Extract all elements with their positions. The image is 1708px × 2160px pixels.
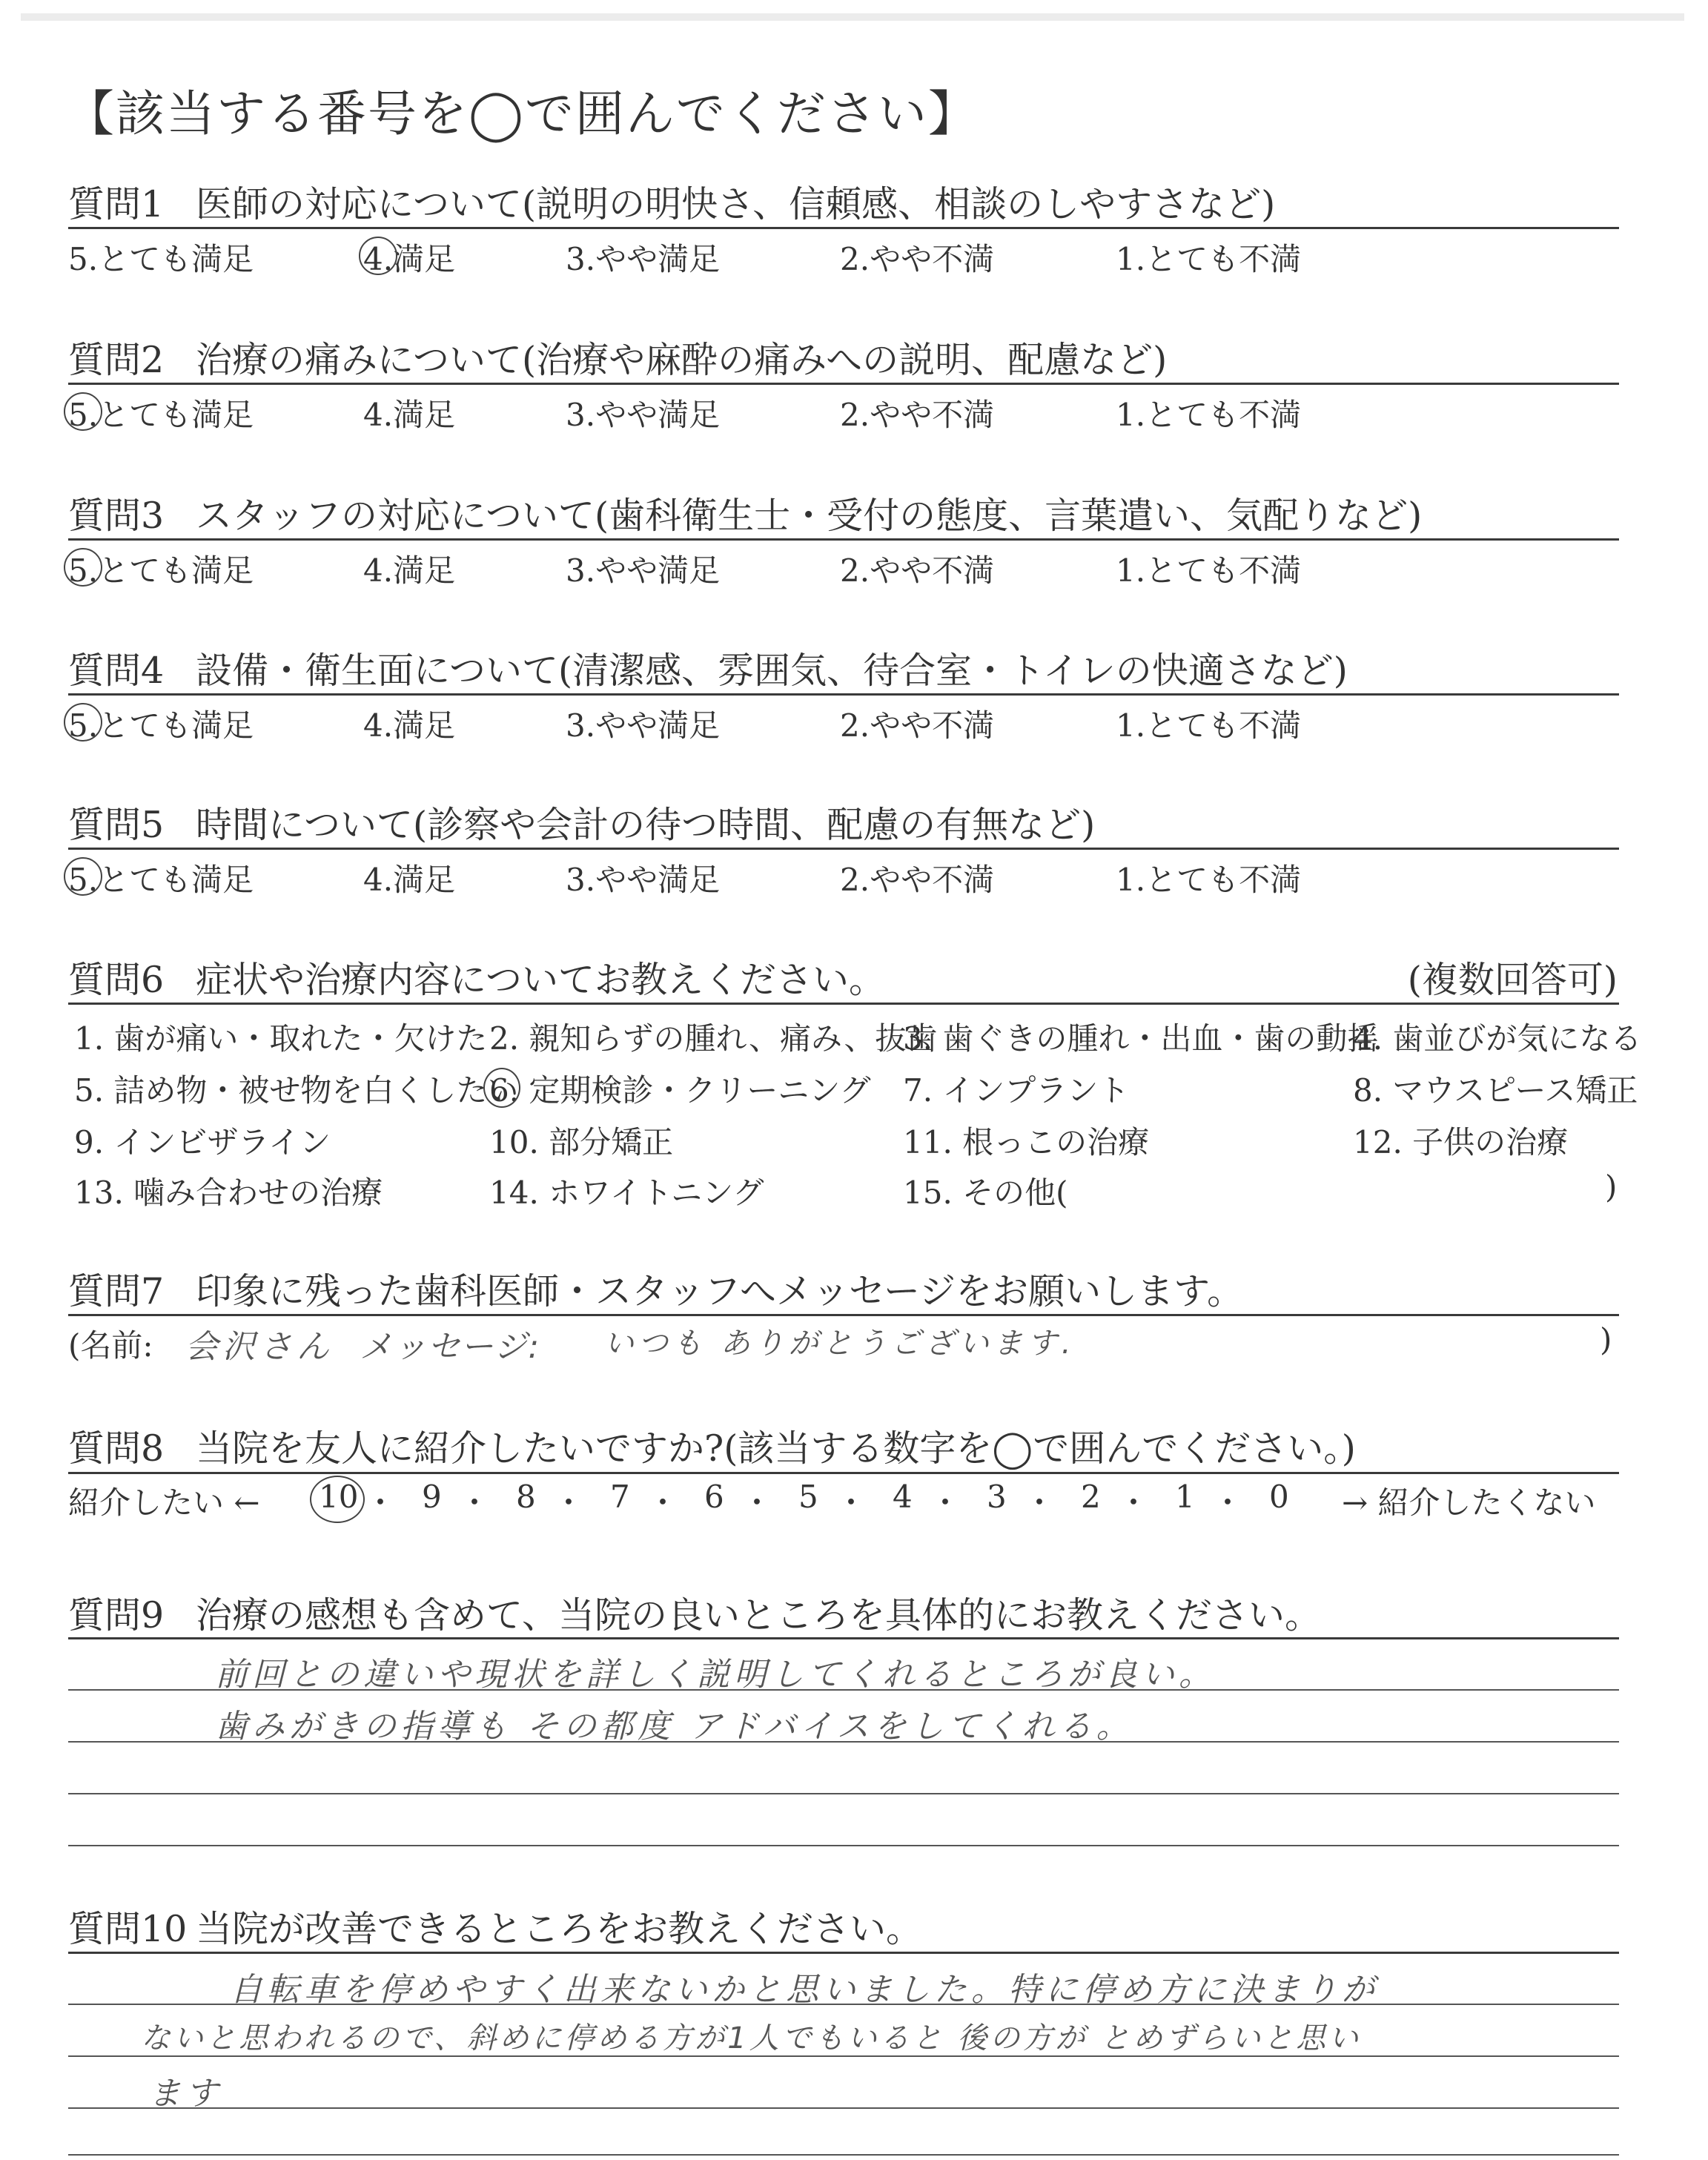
recommend-right-label: → 紹介したくない	[1342, 1484, 1596, 1521]
scale-separator: ・	[1118, 1484, 1150, 1521]
question-number: 質問9	[68, 1594, 165, 1636]
question-number: 質問2	[68, 339, 165, 381]
rating-option-2[interactable]: 2.やや不満	[840, 862, 995, 898]
symptom-option[interactable]: 5. 詰め物・被せ物を白くしたい	[74, 1072, 519, 1109]
q10-answer-line-1[interactable]: 自転車を停めやすく出来ないかと思いました。特に停め方に決まりが	[230, 1971, 1379, 2009]
question-9	[68, 1587, 1321, 1639]
rating-option-4[interactable]: 4.満足	[363, 707, 456, 744]
scan-top-edge	[21, 13, 1684, 21]
question-text: 医師の対応について(説明の明快さ、信頼感、相談のしやすさなど)	[196, 183, 1276, 225]
message-label: メッセージ:	[360, 1328, 541, 1366]
question-2	[68, 331, 1167, 383]
question-6	[68, 951, 885, 1003]
rating-option-1[interactable]: 1.とても不満	[1116, 862, 1302, 898]
question-text: 治療の感想も含めて、当院の良いところを具体的にお教えください。	[196, 1594, 1322, 1636]
rating-option-5[interactable]: 5.とても満足	[68, 552, 254, 589]
question-5-rule	[68, 848, 1619, 850]
q9-answer-line-2[interactable]: 歯みがきの指導も その都度 アドバイスをしてくれる。	[215, 1708, 1133, 1745]
question-text: 症状や治療内容についてお教えください。	[196, 959, 886, 1001]
scale-separator: ・	[365, 1484, 397, 1521]
question-text: 印象に残った歯科医師・スタッフへメッセージをお願いします。	[196, 1270, 1244, 1312]
rating-option-1[interactable]: 1.とても不満	[1116, 241, 1302, 277]
q10-answer-line-2[interactable]: ないと思われるので、斜めに停める方が1人でもいると 後の方が とめずらいと思い	[141, 2021, 1362, 2055]
rating-option-2[interactable]: 2.やや不満	[840, 241, 995, 277]
question-number: 質問6	[68, 959, 165, 1001]
symptom-option[interactable]: 8. マウスピース矯正	[1353, 1072, 1638, 1109]
recommend-score-3[interactable]: 3	[987, 1479, 1007, 1515]
question-number: 質問5	[68, 804, 165, 846]
symptom-option[interactable]: 14. ホワイトニング	[489, 1175, 764, 1211]
question-number: 質問3	[68, 495, 165, 537]
question-10-rule	[68, 1952, 1619, 1954]
symptom-option[interactable]: 9. インビザライン	[74, 1124, 331, 1160]
rating-option-5[interactable]: 5.とても満足	[68, 862, 254, 898]
symptom-option[interactable]: 6. 定期検診・クリーニング	[489, 1072, 871, 1109]
answer-line	[68, 1793, 1619, 1794]
symptom-option[interactable]: 3. 歯ぐきの腫れ・出血・歯の動揺	[903, 1020, 1379, 1057]
scale-separator: ・	[741, 1484, 773, 1521]
other-close-paren: )	[1605, 1169, 1618, 1205]
question-number: 質問7	[68, 1270, 165, 1312]
scale-separator: ・	[1024, 1484, 1056, 1521]
question-1	[68, 176, 1275, 228]
question-text: 設備・衛生面について(清潔感、雰囲気、待合室・トイレの快適さなど)	[196, 650, 1348, 692]
rating-option-2[interactable]: 2.やや不満	[840, 707, 995, 744]
question-9-rule	[68, 1637, 1619, 1639]
recommend-score-0[interactable]: 0	[1269, 1479, 1289, 1515]
selection-circle	[359, 237, 397, 275]
question-number: 質問8	[68, 1427, 165, 1470]
question-text: 時間について(診察や会計の待つ時間、配慮の有無など)	[196, 804, 1096, 846]
symptom-option[interactable]: 4. 歯並びが気になる	[1353, 1020, 1642, 1057]
q10-answer-line-3[interactable]: ます	[148, 2075, 222, 2113]
question-number: 質問4	[68, 650, 165, 692]
answer-line	[68, 2107, 1619, 2109]
recommend-score-6[interactable]: 6	[704, 1479, 724, 1515]
rating-option-3[interactable]: 3.やや満足	[566, 552, 721, 589]
rating-option-4[interactable]: 4.満足	[363, 552, 456, 589]
question-4	[68, 642, 1348, 694]
rating-option-5[interactable]: 5.とても満足	[68, 397, 254, 433]
question-number: 質問10	[68, 1908, 188, 1950]
rating-option-5[interactable]: 5.とても満足	[68, 707, 254, 744]
name-handwritten[interactable]: 会沢さん	[185, 1328, 334, 1366]
recommend-score-1[interactable]: 1	[1175, 1479, 1195, 1515]
recommend-score-2[interactable]: 2	[1081, 1479, 1101, 1515]
scale-separator: ・	[1212, 1484, 1244, 1521]
rating-option-4[interactable]: 4.満足	[363, 241, 456, 277]
rating-option-2[interactable]: 2.やや不満	[840, 397, 995, 433]
question-10	[68, 1900, 922, 1952]
q9-answer-line-1[interactable]: 前回との違いや現状を詳しく説明してくれるところが良い。	[215, 1656, 1216, 1694]
name-label: (名前:	[68, 1327, 153, 1364]
symptom-option[interactable]: 12. 子供の治療	[1353, 1124, 1569, 1160]
symptom-option[interactable]: 15. その他(	[903, 1175, 1068, 1211]
scale-separator: ・	[930, 1484, 961, 1521]
question-2-rule	[68, 383, 1619, 385]
symptom-option[interactable]: 10. 部分矯正	[489, 1124, 674, 1160]
selection-circle	[64, 548, 102, 587]
scale-separator: ・	[553, 1484, 585, 1521]
rating-option-5[interactable]: 5.とても満足	[68, 241, 254, 277]
scale-separator: ・	[459, 1484, 491, 1521]
question-4-rule	[68, 693, 1619, 696]
symptom-option[interactable]: 13. 噛み合わせの治療	[74, 1175, 383, 1211]
multiple-answer-note: (複数回答可)	[1407, 959, 1618, 1001]
rating-option-3[interactable]: 3.やや満足	[566, 397, 721, 433]
symptom-option[interactable]: 7. インプラント	[903, 1072, 1130, 1109]
recommend-score-4[interactable]: 4	[893, 1479, 913, 1515]
question-5	[68, 796, 1095, 848]
form-title: 【該当する番号を◯で囲んでください】	[65, 85, 979, 142]
question-text: スタッフの対応について(歯科衛生士・受付の態度、言葉遣い、気配りなど)	[196, 495, 1423, 537]
message-handwritten[interactable]: いつも ありがとうございます.	[604, 1327, 1076, 1361]
recommend-score-7[interactable]: 7	[610, 1479, 630, 1515]
rating-option-3[interactable]: 3.やや満足	[566, 241, 721, 277]
scale-separator: ・	[835, 1484, 867, 1521]
message-close-paren: )	[1600, 1321, 1612, 1358]
selection-circle	[64, 392, 102, 431]
rating-option-2[interactable]: 2.やや不満	[840, 552, 995, 589]
rating-option-3[interactable]: 3.やや満足	[566, 862, 721, 898]
rating-option-1[interactable]: 1.とても不満	[1116, 397, 1302, 433]
question-7-rule	[68, 1314, 1619, 1316]
rating-option-1[interactable]: 1.とても不満	[1116, 552, 1302, 589]
question-8-rule	[68, 1472, 1619, 1474]
selection-circle	[64, 857, 102, 896]
rating-option-1[interactable]: 1.とても不満	[1116, 707, 1302, 744]
question-text: 治療の痛みについて(治療や麻酔の痛みへの説明、配慮など)	[196, 339, 1168, 381]
question-3	[68, 487, 1422, 539]
question-number: 質問1	[68, 183, 165, 225]
question-6-rule	[68, 1003, 1619, 1005]
selection-circle	[310, 1476, 365, 1523]
question-1-rule	[68, 227, 1619, 229]
question-7	[68, 1263, 1243, 1315]
question-text: 当院を友人に紹介したいですか?(該当する数字を◯で囲んでください。)	[196, 1427, 1356, 1470]
recommend-score-9[interactable]: 9	[422, 1479, 442, 1515]
recommend-score-10[interactable]: 10	[319, 1479, 359, 1515]
scale-separator: ・	[647, 1484, 679, 1521]
symptom-option[interactable]: 11. 根っこの治療	[903, 1124, 1150, 1160]
question-8	[68, 1420, 1356, 1472]
selection-circle	[483, 1068, 520, 1108]
recommend-score-5[interactable]: 5	[798, 1479, 818, 1515]
rating-option-3[interactable]: 3.やや満足	[566, 707, 721, 744]
answer-line	[68, 2154, 1619, 2156]
recommend-left-label: 紹介したい ←	[68, 1484, 260, 1521]
selection-circle	[64, 703, 102, 742]
rating-option-4[interactable]: 4.満足	[363, 397, 456, 433]
rating-option-4[interactable]: 4.満足	[363, 862, 456, 898]
symptom-option[interactable]: 1. 歯が痛い・取れた・欠けた	[74, 1020, 488, 1057]
question-3-rule	[68, 538, 1619, 541]
answer-line	[68, 1845, 1619, 1846]
recommend-score-8[interactable]: 8	[516, 1479, 536, 1515]
question-text: 当院が改善できるところをお教えください。	[196, 1908, 923, 1950]
symptom-option[interactable]: 2. 親知らずの腫れ、痛み、抜歯	[489, 1020, 938, 1057]
